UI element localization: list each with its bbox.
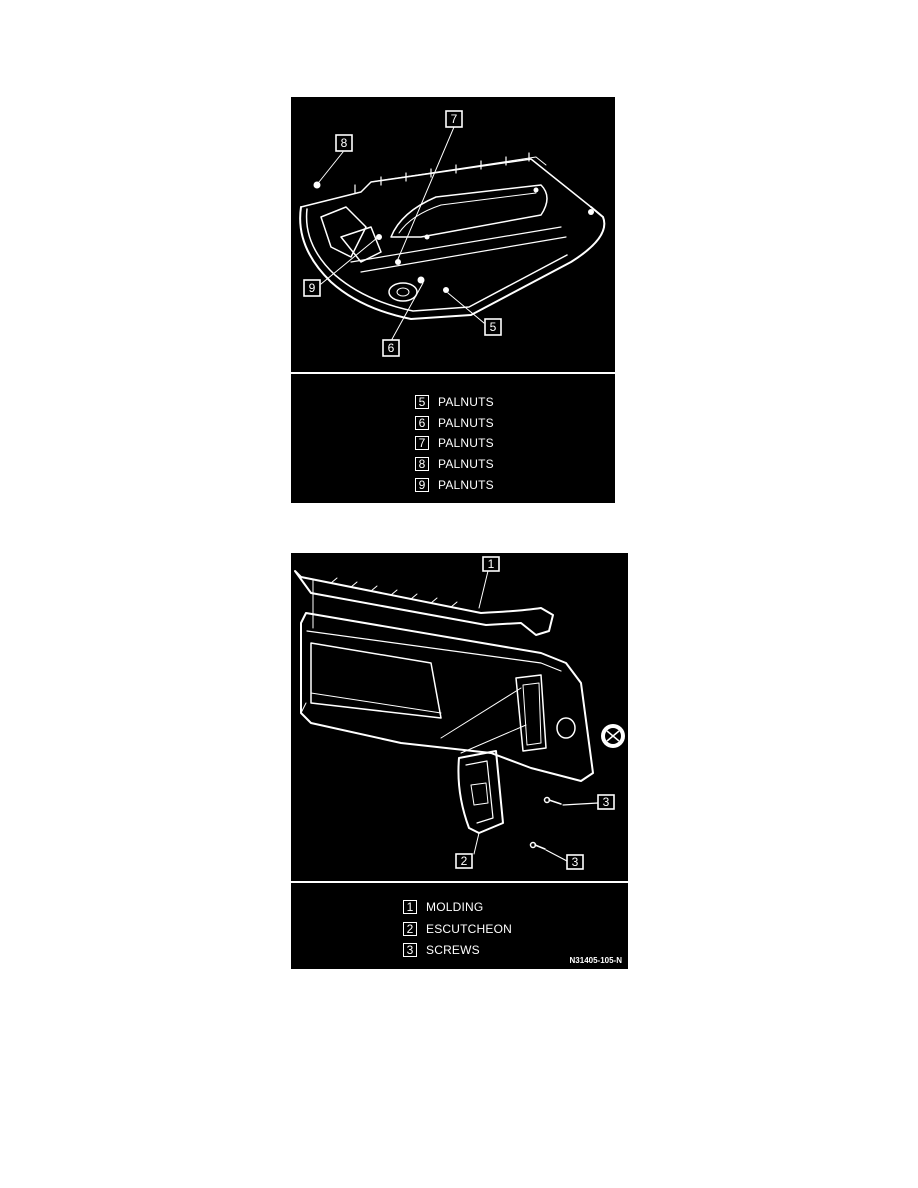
callout-6 bbox=[383, 340, 399, 356]
callout-7-label: 7 bbox=[450, 112, 458, 126]
legend-label: ESCUTCHEON bbox=[426, 922, 513, 936]
legend-label: PALNUTS bbox=[438, 395, 494, 409]
figure-code: N31405-105-N bbox=[569, 956, 622, 965]
callout-6-label: 6 bbox=[387, 341, 395, 355]
legend-number: 7 bbox=[415, 436, 429, 450]
door-trim-palnuts-figure bbox=[291, 97, 615, 503]
legend-item bbox=[403, 920, 512, 938]
callout-8 bbox=[336, 135, 352, 151]
legend-label: PALNUTS bbox=[438, 457, 494, 471]
legend-number: 1 bbox=[403, 900, 417, 914]
legend-item bbox=[415, 434, 494, 452]
legend-item bbox=[415, 476, 494, 494]
callout-1 bbox=[483, 557, 499, 571]
callout-8-label: 8 bbox=[340, 136, 348, 150]
legend-item bbox=[415, 393, 494, 411]
callout-1-label: 1 bbox=[487, 557, 495, 571]
legend-label: PALNUTS bbox=[438, 478, 494, 492]
legend-number: 9 bbox=[415, 478, 429, 492]
legend-number: 2 bbox=[403, 922, 417, 936]
callout-7 bbox=[446, 111, 462, 127]
callout-3-upper-label: 3 bbox=[602, 795, 610, 809]
callout-9-label: 9 bbox=[308, 281, 316, 295]
legend-item bbox=[415, 414, 494, 432]
callout-3-lower-label: 3 bbox=[571, 855, 579, 869]
callout-5 bbox=[485, 319, 501, 335]
legend-number: 5 bbox=[415, 395, 429, 409]
legend-label: PALNUTS bbox=[438, 436, 494, 450]
callout-2-label: 2 bbox=[460, 854, 468, 868]
callout-5-label: 5 bbox=[489, 320, 497, 334]
legend-label: PALNUTS bbox=[438, 416, 494, 430]
legend-item bbox=[415, 455, 494, 473]
legend-label: SCREWS bbox=[426, 943, 480, 957]
callout-2 bbox=[456, 854, 472, 868]
legend-item bbox=[403, 941, 480, 959]
callout-9 bbox=[304, 280, 320, 296]
callout-3-upper bbox=[598, 795, 614, 809]
molding-escutcheon-figure bbox=[291, 553, 628, 969]
legend-number: 6 bbox=[415, 416, 429, 430]
legend-label: MOLDING bbox=[426, 900, 484, 914]
legend-item bbox=[403, 898, 483, 916]
callout-3-lower bbox=[567, 855, 583, 869]
legend-number: 3 bbox=[403, 943, 417, 957]
legend-number: 8 bbox=[415, 457, 429, 471]
